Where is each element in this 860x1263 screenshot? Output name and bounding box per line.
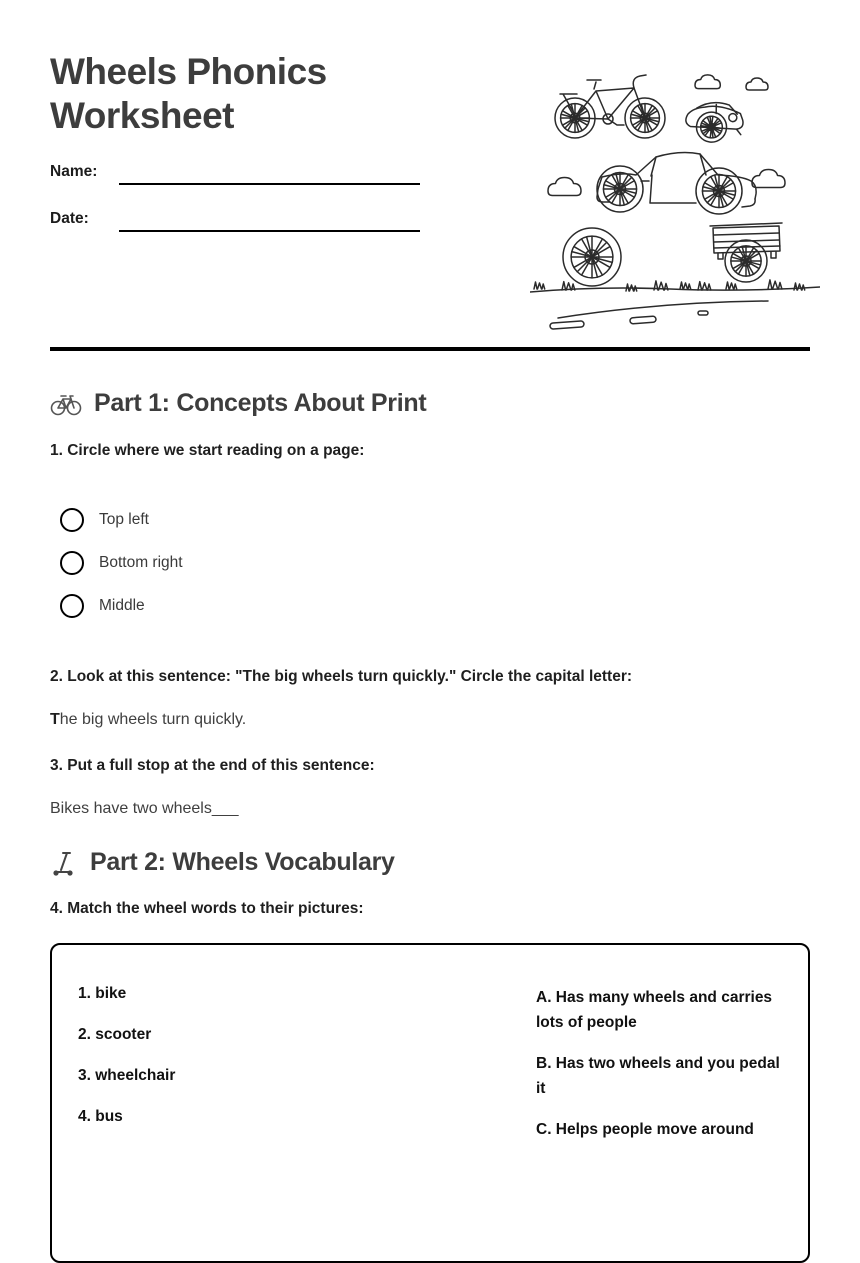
header: [50, 0, 810, 347]
section-divider: [50, 347, 810, 351]
name-field-row: [50, 162, 420, 185]
big-wheel-car-drawing: [597, 153, 756, 214]
match-word-bus[interactable]: 4. bus: [78, 1108, 123, 1125]
radio-middle[interactable]: [60, 594, 84, 618]
option-row-bottom-right: [50, 551, 810, 575]
bicycle-icon: [50, 392, 82, 416]
name-input-line[interactable]: [119, 162, 420, 185]
match-word-bike[interactable]: 1. bike: [78, 985, 127, 1002]
question-1-options: [50, 508, 810, 618]
part2-heading: [50, 848, 810, 877]
part1-heading: [50, 389, 810, 418]
wagon-wheel-drawing: [563, 228, 621, 286]
cloud-icon: [548, 178, 581, 196]
kick-scooter-icon: [50, 849, 78, 877]
date-field-row: [50, 209, 420, 232]
name-label: Name:: [50, 163, 98, 180]
match-word-scooter[interactable]: 2. scooter: [78, 1026, 152, 1043]
match-definition-a[interactable]: A. Has many wheels and carries lots of people: [536, 989, 773, 1031]
radio-top-left[interactable]: [60, 508, 84, 532]
part1-heading-text: Part 1: Concepts About Print: [94, 389, 427, 417]
matching-exercise-box: [50, 943, 810, 1263]
cloud-icon: [746, 78, 768, 90]
part2-heading-text: Part 2: Wheels Vocabulary: [90, 848, 395, 876]
question-3-sentence[interactable]: Bikes have two wheels___: [50, 800, 239, 817]
date-label: Date:: [50, 210, 89, 227]
sentence-rest: he big wheels turn quickly.: [59, 711, 247, 728]
cloud-icon: [752, 170, 785, 188]
capital-letter[interactable]: T: [50, 711, 60, 728]
option-label: Bottom right: [99, 554, 183, 571]
match-word-wheelchair[interactable]: 3. wheelchair: [78, 1067, 176, 1084]
bicycle-drawing: [555, 75, 665, 138]
small-car-drawing: [684, 99, 746, 146]
wagon-cart-drawing: [710, 223, 782, 282]
question-3-prompt: 3. Put a full stop at the end of this sentence:: [50, 757, 375, 774]
match-definition-b[interactable]: B. Has two wheels and you pedal it: [536, 1055, 780, 1097]
road-drawing: [550, 301, 768, 329]
match-definition-c[interactable]: C. Helps people move around: [536, 1121, 754, 1138]
match-definitions-column: [536, 985, 782, 1241]
question-1-prompt: 1. Circle where we start reading on a page:: [50, 442, 365, 459]
wheels-illustration-image: [530, 63, 820, 330]
question-2-sentence: [50, 711, 810, 729]
option-row-middle: [50, 594, 810, 618]
page-title: Wheels Phonics Worksheet: [50, 51, 327, 136]
match-words-column: [78, 985, 536, 1241]
cloud-icon: [695, 75, 720, 89]
option-row-top-left: [50, 508, 810, 532]
date-input-line[interactable]: [119, 209, 420, 232]
question-4-prompt: 4. Match the wheel words to their pictures:: [50, 900, 364, 917]
option-label: Top left: [99, 511, 149, 528]
option-label: Middle: [99, 597, 145, 614]
radio-bottom-right[interactable]: [60, 551, 84, 575]
question-2-prompt: 2. Look at this sentence: "The big wheels turn quickly." Circle the capital letter:: [50, 668, 633, 685]
